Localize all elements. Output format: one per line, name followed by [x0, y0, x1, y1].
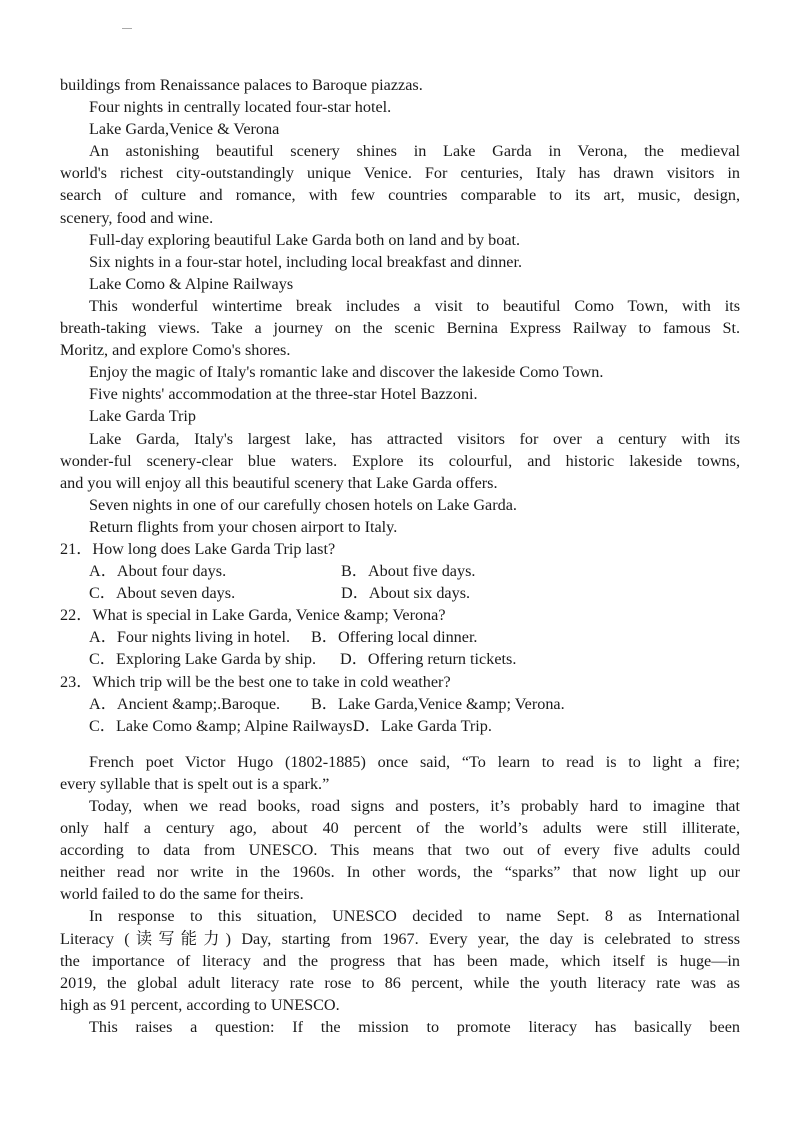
trip-feature: Seven nights in one of our carefully chosen hotels on Lake Garda.: [89, 495, 517, 514]
trip-desc-line: world's richest city-outstandingly unique Venice. For centuries, Italy has drawn visitors in: [60, 164, 740, 183]
option-c[interactable]: C．About seven days.: [89, 584, 236, 603]
question-22: 22．What is special in Lake Garda, Venice &amp; Verona?: [60, 606, 446, 625]
option-d[interactable]: D．About six days.: [341, 584, 471, 603]
trip-desc-line: This wonderful wintertime break includes a visit to beautiful Como Town, with its: [89, 296, 740, 315]
question-23: 23．Which trip will be the best one to take in cold weather?: [60, 672, 451, 691]
trip-title-lake-garda: Lake Garda Trip: [89, 407, 196, 426]
option-d[interactable]: D．Lake Garda Trip.: [353, 716, 492, 735]
trip-desc-line: search of culture and romance, with few countries comparable to its art, music, design,: [60, 186, 740, 205]
trip-feature: Full-day exploring beautiful Lake Garda both on land and by boat.: [89, 230, 521, 249]
passage-line: world failed to do the same for theirs.: [60, 885, 304, 904]
option-b[interactable]: B．Lake Garda,Venice &amp; Verona.: [311, 694, 565, 713]
question-21-options-row: [60, 560, 740, 582]
option-a[interactable]: A．About four days.: [89, 562, 227, 581]
passage-line: only half a century ago, about 40 percent of the world’s adults were still illiterate,: [60, 819, 740, 838]
trip-feature: Four nights in centrally located four-star hotel.: [89, 98, 392, 117]
trip-feature: Five nights' accommodation at the three-star Hotel Bazzoni.: [89, 385, 478, 404]
option-d[interactable]: D．Offering return tickets.: [340, 650, 517, 669]
trip-title-garda-venice-verona: Lake Garda,Venice & Verona: [89, 120, 280, 139]
option-a[interactable]: A．Four nights living in hotel.: [89, 628, 290, 647]
passage-line: 2019, the global adult literacy rate rose to 86 percent, while the youth literacy rate was as: [60, 973, 740, 992]
passage-line: neither read nor write in the 1960s. In other words, the “sparks” that now light up our: [60, 863, 740, 882]
exam-page: [60, 74, 740, 1038]
option-a[interactable]: A．Ancient &amp;.Baroque.: [89, 694, 281, 713]
trip-title-como-alpine: Lake Como & Alpine Railways: [89, 274, 294, 293]
trip-desc-line: scenery, food and wine.: [60, 208, 214, 227]
passage-line: French poet Victor Hugo (1802-1885) once said, “To learn to read is to light a fire;: [89, 752, 740, 771]
question-21-options-row: [60, 582, 740, 604]
question-21: 21．How long does Lake Garda Trip last?: [60, 539, 336, 558]
trip-desc-line: Lake Garda, Italy's largest lake, has attracted visitors for over a century with its: [89, 429, 740, 448]
passage-line: according to data from UNESCO. This means that two out of every five adults could: [60, 841, 740, 860]
option-b[interactable]: B．Offering local dinner.: [311, 628, 478, 647]
trip-desc-line: wonder-ful scenery-clear blue waters. Explore its colourful, and historic lakeside towns,: [60, 451, 740, 470]
trip-desc-line: An astonishing beautiful scenery shines in Lake Garda in Verona, the medieval: [89, 142, 740, 161]
option-b[interactable]: B．About five days.: [341, 562, 476, 581]
trip-desc-line: and you will enjoy all this beautiful scenery that Lake Garda offers.: [60, 473, 498, 492]
trip-feature: Return flights from your chosen airport to Italy.: [89, 517, 398, 536]
passage-line: the importance of literacy and the progress that has been made, which itself is huge—in: [60, 951, 740, 970]
trip-feature: Enjoy the magic of Italy's romantic lake and discover the lakeside Como Town.: [89, 363, 604, 382]
passage-line: every syllable that is spelt out is a spark.”: [60, 774, 330, 793]
option-c[interactable]: C．Lake Como &amp; Alpine Railways.: [89, 716, 357, 735]
scan-mark: [122, 28, 132, 29]
trip-lead-line: buildings from Renaissance palaces to Baroque piazzas.: [60, 76, 423, 94]
section-gap: [60, 737, 740, 751]
option-c[interactable]: C．Exploring Lake Garda by ship.: [89, 650, 317, 669]
question-22-options-row: [60, 626, 740, 648]
question-22-options-row: [60, 648, 740, 670]
passage-line: This raises a question: If the mission to promote literacy has basically been: [89, 1017, 740, 1036]
trip-desc-line: Moritz, and explore Como's shores.: [60, 341, 291, 360]
question-23-options-row: [60, 715, 740, 737]
trip-desc-line: breath-taking views. Take a journey on the scenic Bernina Express Railway to famous St.: [60, 319, 740, 338]
trip-feature: Six nights in a four-star hotel, including local breakfast and dinner.: [89, 252, 523, 271]
passage-line: In response to this situation, UNESCO decided to name Sept. 8 as International: [89, 907, 740, 926]
passage-line: Literacy (读写能力) Day, starting from 1967. Every year, the day is celebrated to stress: [60, 929, 740, 948]
question-23-options-row: [60, 693, 740, 715]
passage-line: high as 91 percent, according to UNESCO.: [60, 995, 340, 1014]
passage-line: Today, when we read books, road signs and posters, it’s probably hard to imagine that: [89, 797, 740, 815]
